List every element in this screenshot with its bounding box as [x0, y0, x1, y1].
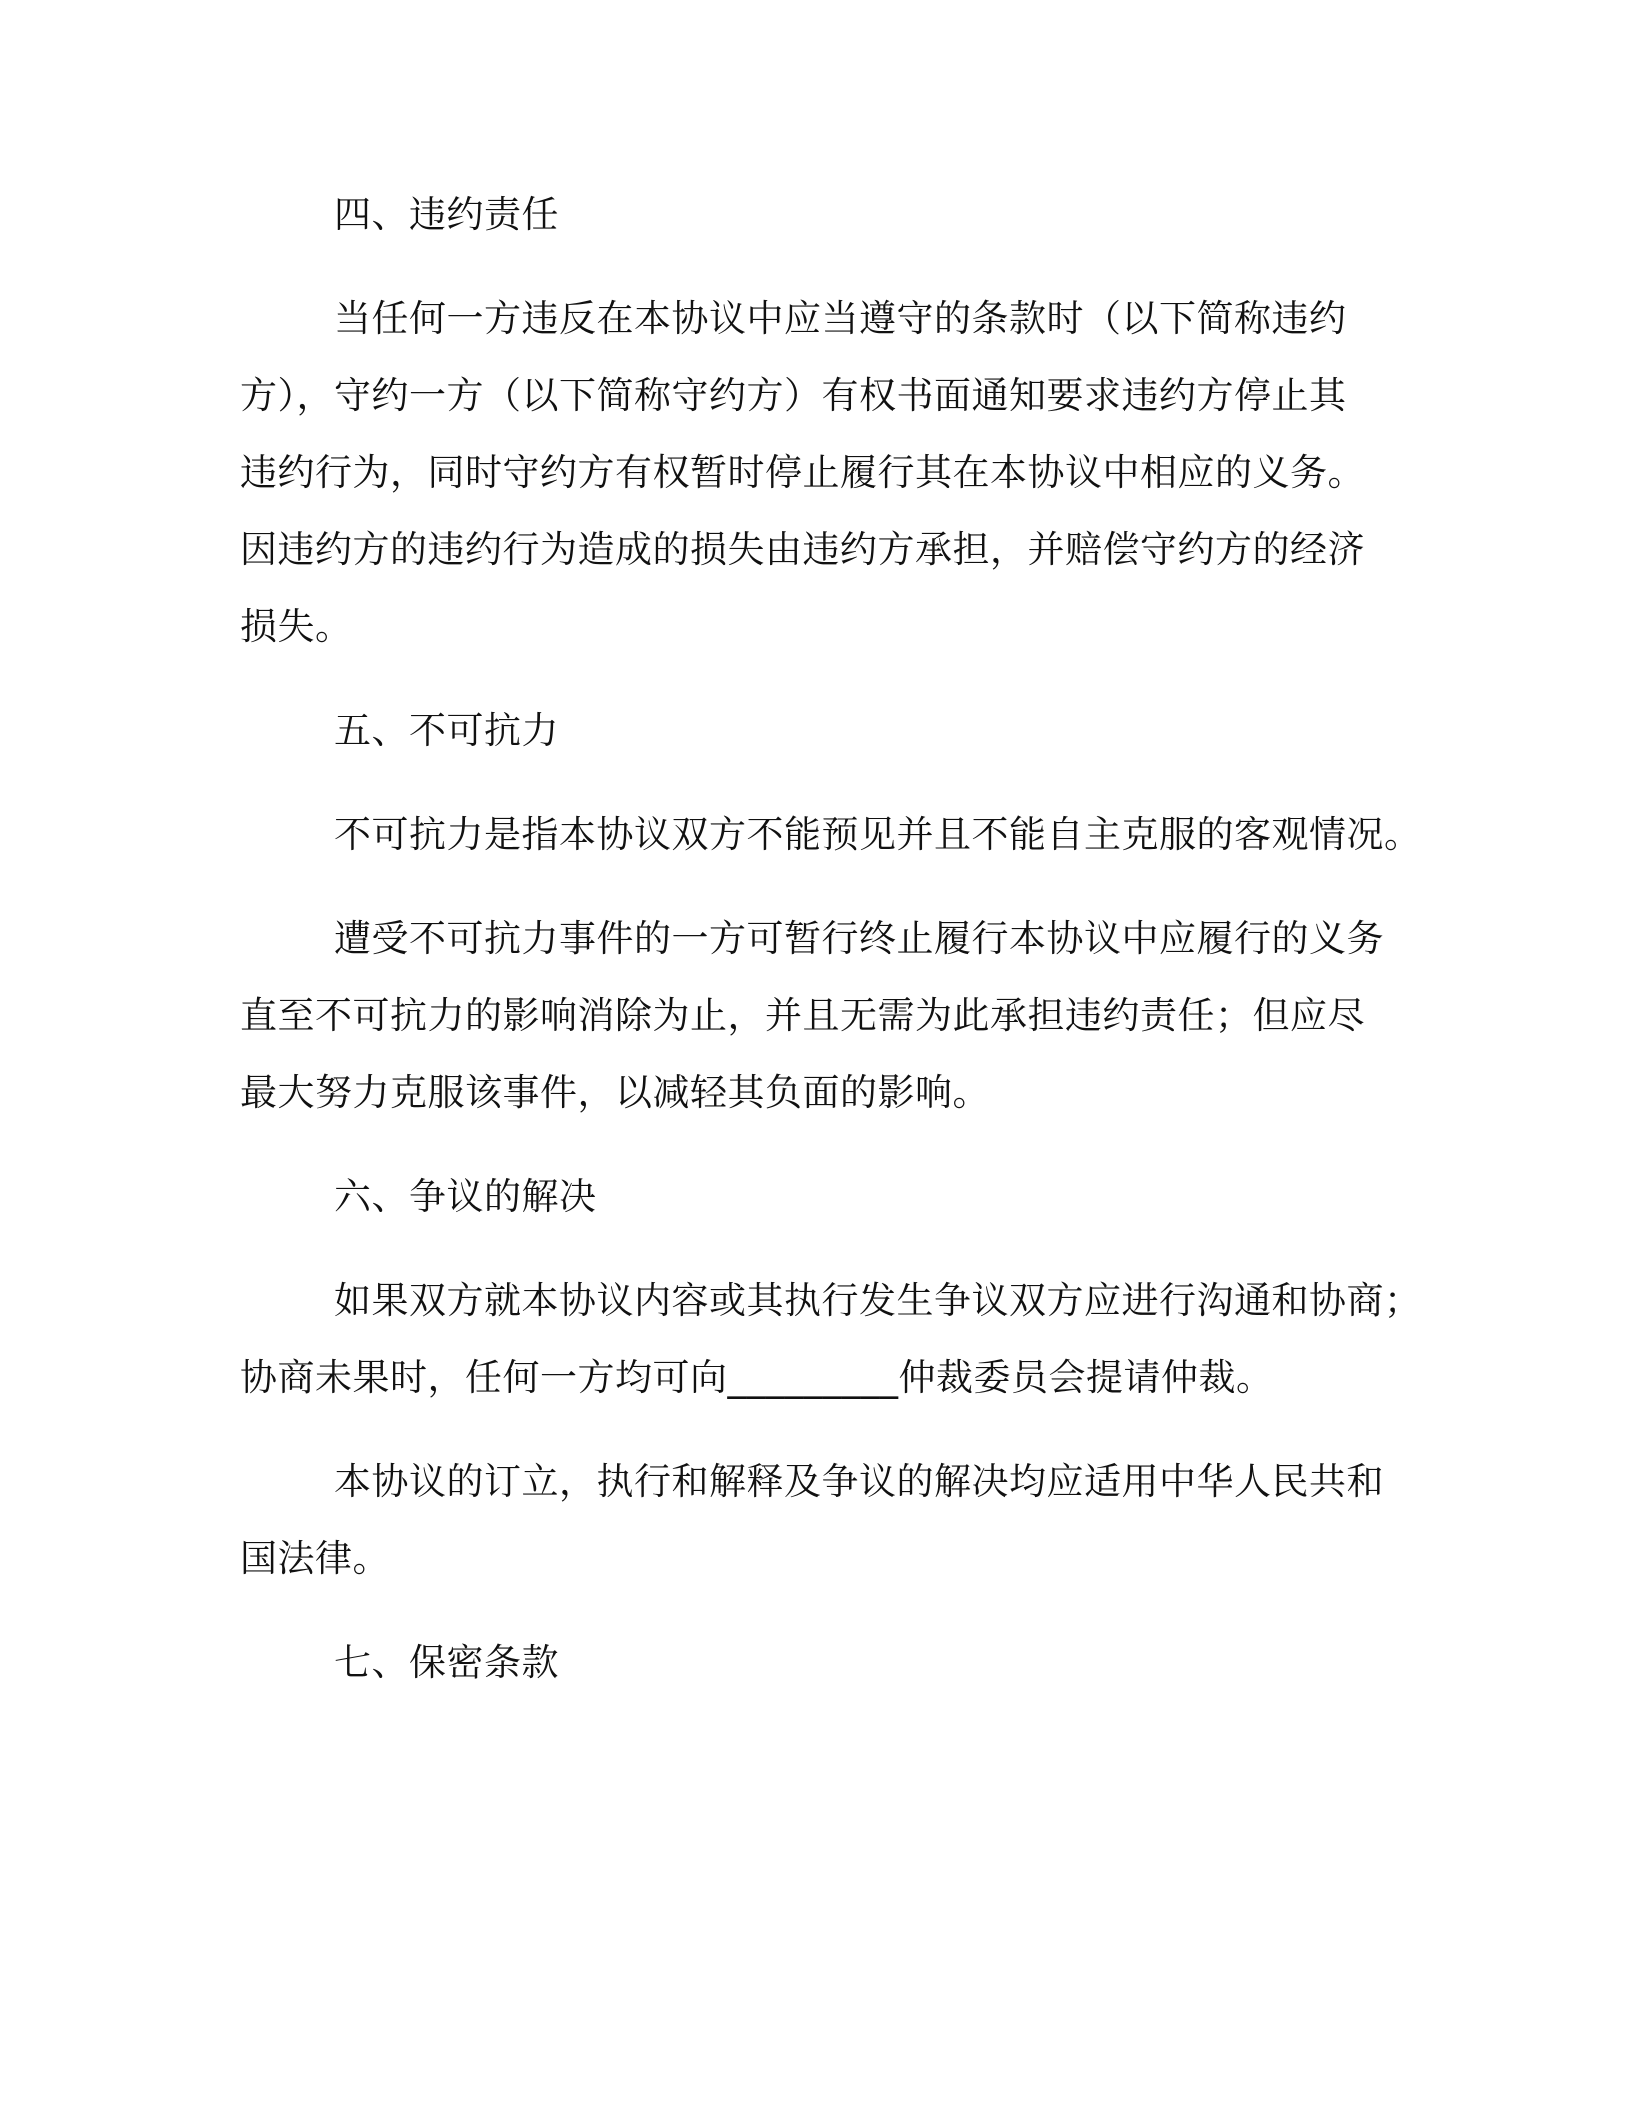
paragraph-line: 直至不可抗力的影响消除为止，并且无需为此承担违约责任；但应尽 — [240, 994, 1365, 1037]
section-heading-breach-liability: 四、违约责任 — [334, 193, 559, 236]
paragraph-line: 协商未果时，任何一方均可向_________仲裁委员会提请仲裁。 — [240, 1356, 1274, 1399]
paragraph-line: 国法律。 — [240, 1537, 390, 1580]
paragraph-line: 最大努力克服该事件，以减轻其负面的影响。 — [240, 1071, 990, 1114]
section-heading-force-majeure: 五、不可抗力 — [334, 709, 559, 752]
paragraph-line: 如果双方就本协议内容或其执行发生争议双方应进行沟通和协商； — [334, 1279, 1422, 1322]
section-heading-confidentiality: 七、保密条款 — [334, 1641, 559, 1684]
paragraph-line: 本协议的订立，执行和解释及争议的解决均应适用中华人民共和 — [334, 1460, 1384, 1503]
paragraph-line: 方），守约一方（以下简称守约方）有权书面通知要求违约方停止其 — [240, 374, 1347, 417]
paragraph-line: 不可抗力是指本协议双方不能预见并且不能自主克服的客观情况。 — [334, 813, 1422, 856]
paragraph-line: 因违约方的违约行为造成的损失由违约方承担，并赔偿守约方的经济 — [240, 528, 1365, 571]
section-heading-dispute-resolution: 六、争议的解决 — [334, 1175, 597, 1218]
paragraph-line: 违约行为，同时守约方有权暂时停止履行其在本协议中相应的义务。 — [240, 451, 1365, 494]
paragraph-line: 损失。 — [240, 605, 353, 648]
paragraph-line: 当任何一方违反在本协议中应当遵守的条款时（以下简称违约 — [334, 297, 1347, 340]
paragraph-line: 遭受不可抗力事件的一方可暂行终止履行本协议中应履行的义务 — [334, 917, 1384, 960]
